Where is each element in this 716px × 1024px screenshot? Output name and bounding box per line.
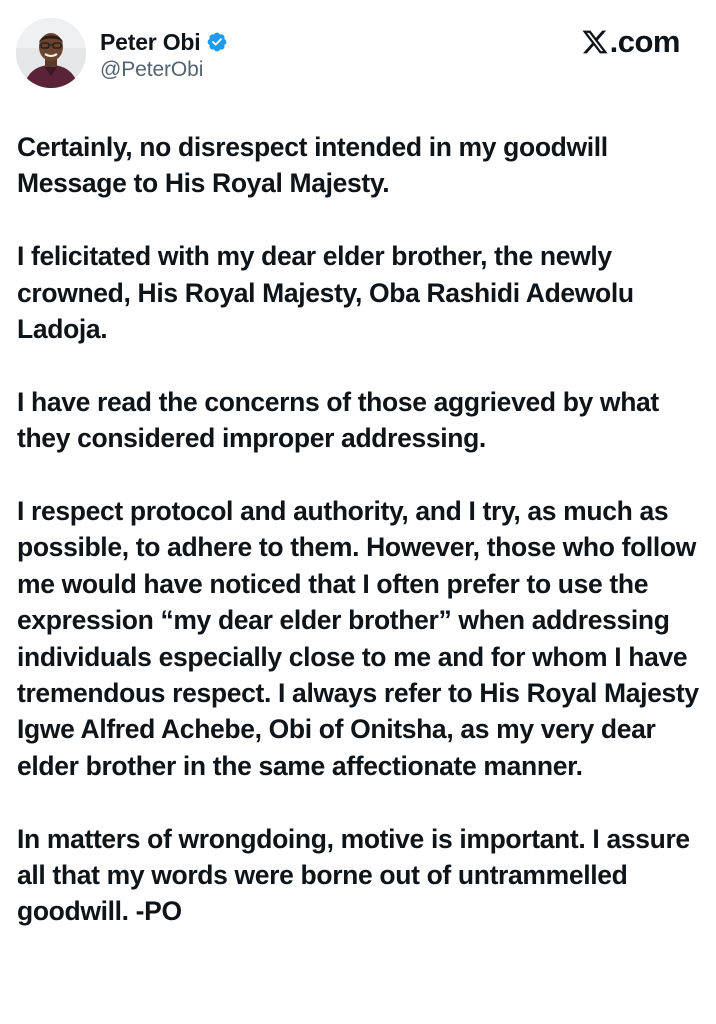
author-display-name[interactable]: Peter Obi xyxy=(100,28,201,55)
post-paragraph: I have read the concerns of those aggrieved by what they considered improper addressing. xyxy=(17,386,659,454)
post-text xyxy=(17,129,711,930)
post-paragraph: In matters of wrongdoing, motive is important. I assure all that my words were borne out of untrammelled goodwill. -PO xyxy=(17,823,690,927)
author-block xyxy=(100,28,228,82)
post-paragraph: Certainly, no disrespect intended in my goodwill Message to His Royal Majesty. xyxy=(17,132,608,199)
verified-badge-icon xyxy=(206,31,228,53)
post-header xyxy=(0,0,716,100)
avatar-photo xyxy=(16,18,86,88)
brand-suffix: .com xyxy=(609,24,680,59)
post-paragraph: I felicitated with my dear elder brother, the newly crowned, His Royal Majesty, Oba Rashidi Adewolu Ladoja. xyxy=(17,241,634,345)
brand-watermark xyxy=(581,24,680,60)
x-logo-icon xyxy=(581,28,609,56)
avatar[interactable] xyxy=(16,18,86,88)
post-paragraph: I respect protocol and authority, and I try, as much as possible, to adhere to them. However, those who follow me would have noticed that I often prefer to use the expression “my dear elder brother” when addressing individuals especially close to me and for whom I have tremendous respect. I always refer to His Royal Majesty Igwe Alfred Achebe, Obi of Onitsha, as my very dear elder brother in the same affectionate manner. xyxy=(17,496,699,781)
author-handle[interactable]: @PeterObi xyxy=(100,58,204,81)
name-row xyxy=(100,28,228,56)
